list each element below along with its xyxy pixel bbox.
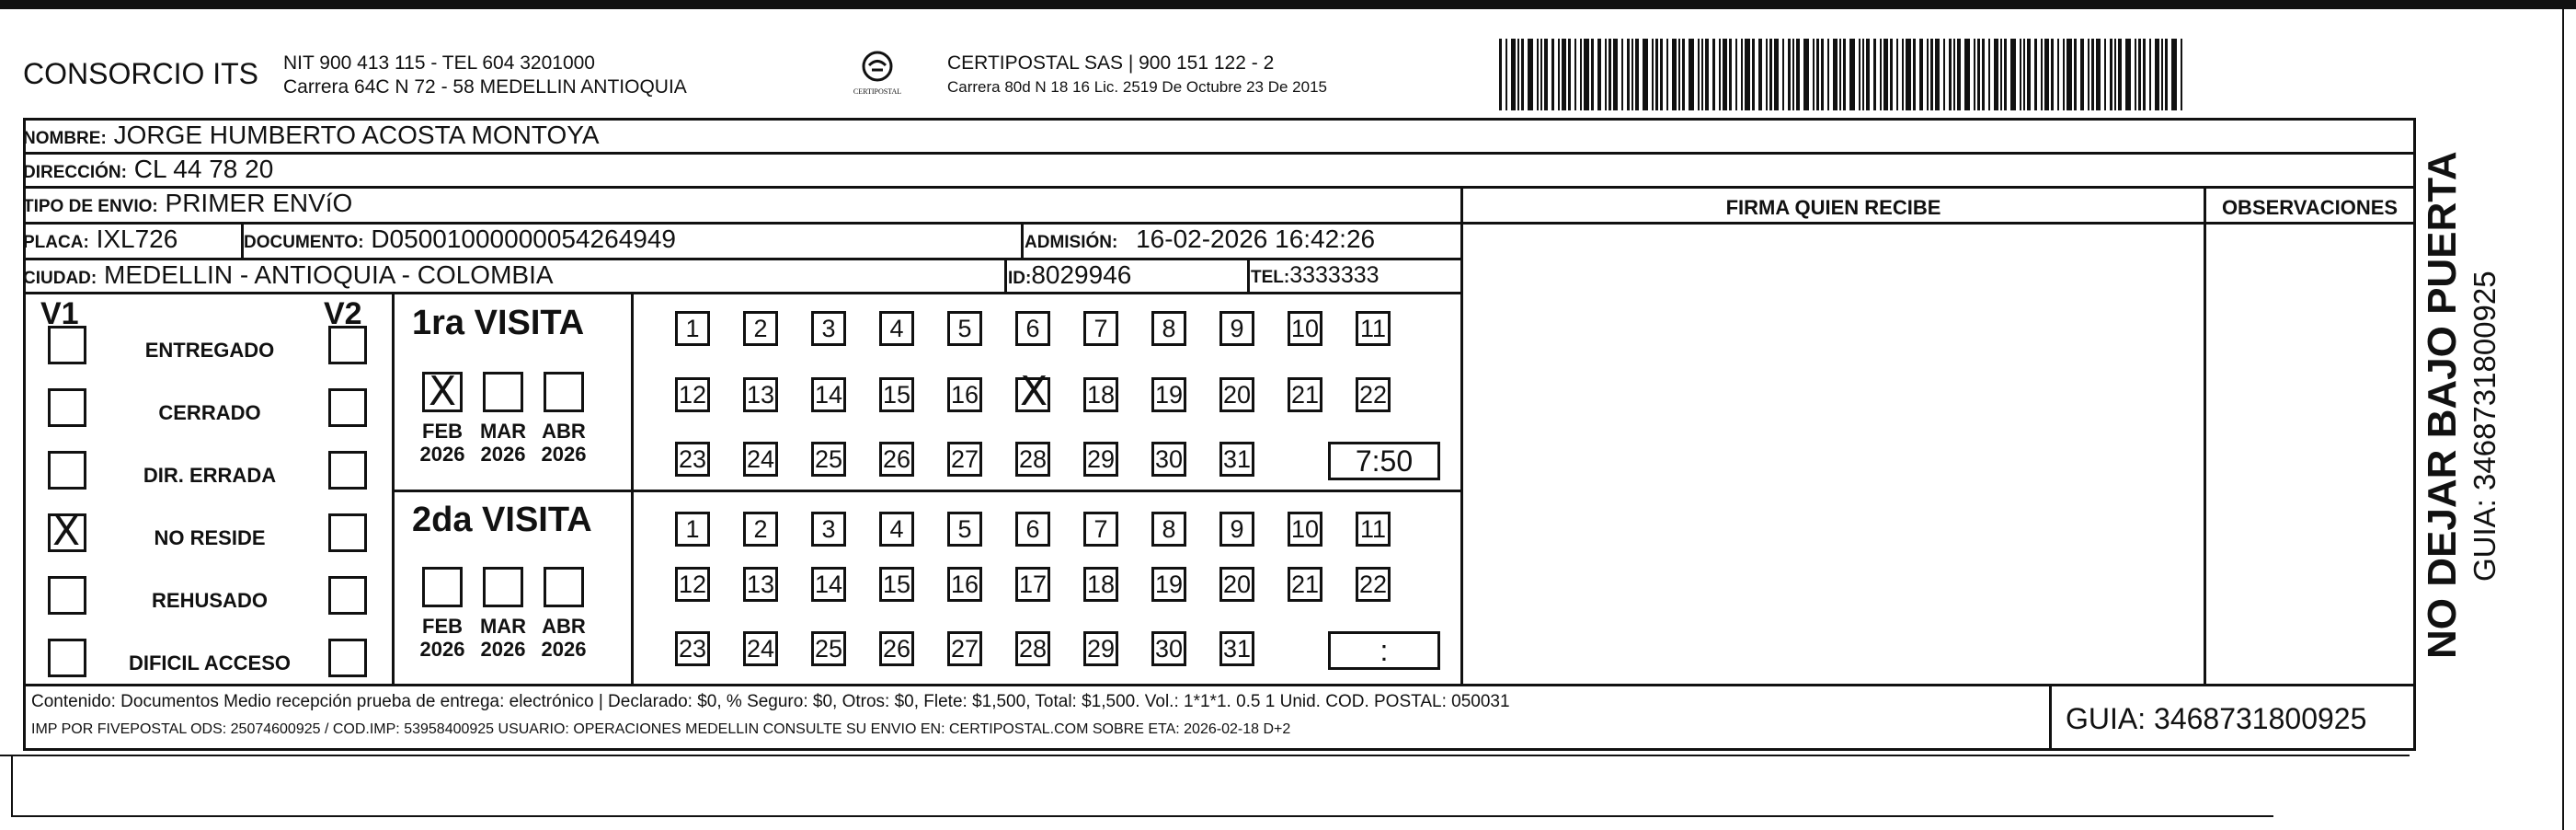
side-warning: NO DEJAR BAJO PUERTA	[2420, 151, 2465, 659]
divider-ciudad-id	[1004, 260, 1007, 294]
v2-checkbox	[328, 451, 367, 490]
frame-bottom	[23, 748, 2416, 751]
day-box: 17	[1015, 567, 1050, 602]
day-box: 10	[1288, 311, 1322, 346]
placa-label: PLACA:	[23, 233, 89, 252]
top-edge	[0, 0, 2576, 9]
id-label: ID:	[1008, 269, 1032, 288]
month-name: FEB	[422, 615, 463, 638]
month-checkbox	[544, 372, 584, 412]
month-name: ABR	[542, 420, 586, 443]
bottom-edge	[11, 815, 2273, 817]
day-box: 1	[675, 512, 710, 547]
barcode	[1499, 39, 2189, 110]
v2-checkbox	[328, 326, 367, 364]
v2-checkbox	[328, 576, 367, 615]
nombre-label: NOMBRE:	[23, 129, 107, 148]
day-box: 30	[1151, 442, 1186, 477]
v1-label: V1	[40, 296, 79, 331]
day-box: 27	[947, 631, 982, 666]
documento-label: DOCUMENTO:	[244, 233, 364, 252]
direccion-value: CL 44 78 20	[133, 155, 274, 183]
day-box: 28	[1015, 442, 1050, 477]
certipostal-logo	[852, 50, 903, 96]
day-box: 3	[811, 311, 846, 346]
tel-cell	[1251, 262, 1380, 289]
day-box: 14	[811, 567, 846, 602]
day-box: 15	[879, 567, 914, 602]
divider-placa-documento	[241, 225, 244, 259]
day-box: 8	[1151, 512, 1186, 547]
month-name: ABR	[542, 615, 586, 638]
footer-guia: GUIA: 3468731800925	[2066, 702, 2367, 735]
day-box: 18	[1083, 377, 1118, 412]
day-box: 28	[1015, 631, 1050, 666]
divider-id-tel	[1247, 260, 1250, 294]
day-box: 22	[1356, 567, 1391, 602]
day-box: 30	[1151, 631, 1186, 666]
day-box: 20	[1219, 377, 1254, 412]
company-address: Carrera 64C N 72 - 58 MEDELLIN ANTIOQUIA	[283, 76, 687, 98]
v1-checkbox	[48, 388, 86, 427]
day-box: 8	[1151, 311, 1186, 346]
day-box: 9	[1219, 512, 1254, 547]
check-mark: X	[429, 368, 457, 415]
day-box: 25	[811, 442, 846, 477]
day-box: 19	[1151, 567, 1186, 602]
admision-label: ADMISIÓN:	[1025, 233, 1118, 252]
right-edge	[2562, 9, 2564, 830]
status-label: DIFICIL ACCESO	[128, 651, 291, 674]
month-year: 2026	[480, 638, 526, 661]
month-checkbox	[483, 372, 523, 412]
day-box: 25	[811, 631, 846, 666]
month-year: 2026	[480, 443, 526, 466]
time-box: 7:50	[1328, 442, 1440, 480]
logo-icon	[861, 50, 894, 83]
day-box: 7	[1083, 311, 1118, 346]
day-box: 18	[1083, 567, 1118, 602]
logo-text: CERTIPOSTAL	[853, 87, 902, 96]
second-visit-title: 2da VISITA	[412, 501, 592, 539]
day-box: 15	[879, 377, 914, 412]
day-box: 22	[1356, 377, 1391, 412]
divider-documento-admision	[1021, 225, 1024, 259]
v2-label: V2	[324, 296, 362, 331]
day-box: 11	[1356, 311, 1391, 346]
nombre-value: JORGE HUMBERTO ACOSTA MONTOYA	[113, 121, 600, 149]
day-box: 23	[675, 631, 710, 666]
month-checkbox	[483, 567, 523, 607]
placa-value: IXL726	[96, 225, 178, 253]
day-box: 31	[1219, 631, 1254, 666]
day-box: 3	[811, 512, 846, 547]
admision-cell	[1025, 225, 1375, 254]
day-box: 14	[811, 377, 846, 412]
day-box: 24	[743, 631, 778, 666]
day-box: 13	[743, 567, 778, 602]
carrier-address: Carrera 80d N 18 16 Lic. 2519 De Octubre 23 De 2015	[947, 78, 1327, 96]
month-year: 2026	[541, 443, 587, 466]
v2-checkbox	[328, 639, 367, 677]
status-label: CERRADO	[158, 401, 261, 424]
direccion-row	[23, 155, 2413, 189]
day-box: 4	[879, 311, 914, 346]
tipo-value: PRIMER ENVíO	[165, 189, 353, 217]
day-box: 24	[743, 442, 778, 477]
footer-content: Contenido: Documentos Medio recepción prueba de entrega: electrónico | Declarado: $0, % Seguro: $0, Otros: $0, Flete: $1,500, Total: $1,500. Vol.: 1*1*1. 0.5 1 Unid. COD. POSTAL: 050031	[31, 692, 1510, 711]
day-box: 6	[1015, 512, 1050, 547]
day-box: 19	[1151, 377, 1186, 412]
documento-cell	[244, 225, 676, 254]
v1-checkbox	[48, 451, 86, 490]
footer-top-line	[23, 684, 2416, 686]
month-year: 2026	[419, 638, 465, 661]
admision-value: 16-02-2026 16:42:26	[1136, 225, 1376, 253]
month-name: FEB	[422, 420, 463, 443]
day-box: 23	[675, 442, 710, 477]
v2-checkbox	[328, 513, 367, 552]
month-year: 2026	[541, 638, 587, 661]
frame-right	[2413, 118, 2416, 751]
id-value: 8029946	[1031, 260, 1132, 289]
documento-value: D05001000000054264949	[371, 225, 676, 253]
day-box: 4	[879, 512, 914, 547]
month-year: 2026	[419, 443, 465, 466]
v1-checkbox	[48, 326, 86, 364]
bottom-rule	[0, 755, 2410, 756]
ciudad-label: CIUDAD:	[23, 269, 97, 288]
side-guia: GUIA: 3468731800925	[2467, 271, 2502, 582]
day-box: 2	[743, 512, 778, 547]
day-box: 20	[1219, 567, 1254, 602]
day-box: 10	[1288, 512, 1322, 547]
company-nit: NIT 900 413 115 - TEL 604 3201000	[283, 52, 595, 74]
footer-imp: IMP POR FIVEPOSTAL ODS: 25074600925 / COD.IMP: 53958400925 USUARIO: OPERACIONES MEDELLIN CONSULTE SU ENVIO EN: CERTIPOSTAL.COM SOBRE ETA: 2026-02-18 D+2	[31, 721, 1291, 737]
check-mark: X	[1020, 368, 1048, 415]
carrier-nit: CERTIPOSTAL SAS | 900 151 122 - 2	[947, 52, 1275, 74]
month-name: MAR	[479, 420, 527, 443]
v2-checkbox	[328, 388, 367, 427]
tel-label: TEL:	[1251, 268, 1290, 287]
day-box: 27	[947, 442, 982, 477]
divider-visits	[392, 490, 1460, 492]
observaciones-header: OBSERVACIONES	[2221, 196, 2399, 219]
day-box: 5	[947, 512, 982, 547]
status-label: DIR. ERRADA	[143, 464, 277, 487]
day-box: 26	[879, 631, 914, 666]
check-mark: X	[52, 508, 81, 555]
month-checkbox	[422, 567, 463, 607]
day-box: 21	[1288, 567, 1322, 602]
month-name: MAR	[479, 615, 527, 638]
tipo-label: TIPO DE ENVIO:	[23, 197, 158, 216]
day-box: 26	[879, 442, 914, 477]
ciudad-row	[23, 260, 1460, 294]
id-cell	[1008, 260, 1131, 290]
status-label: NO RESIDE	[154, 526, 266, 549]
time-box: :	[1328, 631, 1440, 670]
column-head-underline	[1460, 222, 2416, 225]
day-box: 31	[1219, 442, 1254, 477]
day-box: 16	[947, 377, 982, 412]
day-box: 16	[947, 567, 982, 602]
firma-header: FIRMA QUIEN RECIBE	[1725, 196, 1941, 219]
day-box: 11	[1356, 512, 1391, 547]
day-box: 9	[1219, 311, 1254, 346]
v1-checkbox	[48, 576, 86, 615]
v1-checkbox	[48, 639, 86, 677]
day-box: 5	[947, 311, 982, 346]
status-label: ENTREGADO	[144, 339, 275, 362]
day-box: 7	[1083, 512, 1118, 547]
day-box: 1	[675, 311, 710, 346]
status-label: REHUSADO	[152, 589, 268, 612]
tel-value: 3333333	[1289, 262, 1380, 288]
day-box: 29	[1083, 631, 1118, 666]
day-box: 6	[1015, 311, 1050, 346]
ciudad-value: MEDELLIN - ANTIOQUIA - COLOMBIA	[104, 260, 554, 289]
divider-firma-observaciones	[2204, 189, 2206, 686]
day-box: 12	[675, 567, 710, 602]
divider-data-firma	[1460, 189, 1463, 686]
carrier-info	[947, 52, 1327, 99]
day-box: 21	[1288, 377, 1322, 412]
day-box: 29	[1083, 442, 1118, 477]
month-checkbox	[544, 567, 584, 607]
company-name: CONSORCIO ITS	[23, 57, 259, 90]
direccion-label: DIRECCIÓN:	[23, 163, 127, 182]
company-info	[283, 52, 687, 99]
nombre-row	[23, 121, 2413, 155]
first-visit-title: 1ra VISITA	[412, 304, 585, 342]
divider-footer-guia	[2049, 686, 2052, 751]
bottom-edge-left	[11, 756, 13, 817]
day-box: 13	[743, 377, 778, 412]
day-box: 12	[675, 377, 710, 412]
day-box: 2	[743, 311, 778, 346]
